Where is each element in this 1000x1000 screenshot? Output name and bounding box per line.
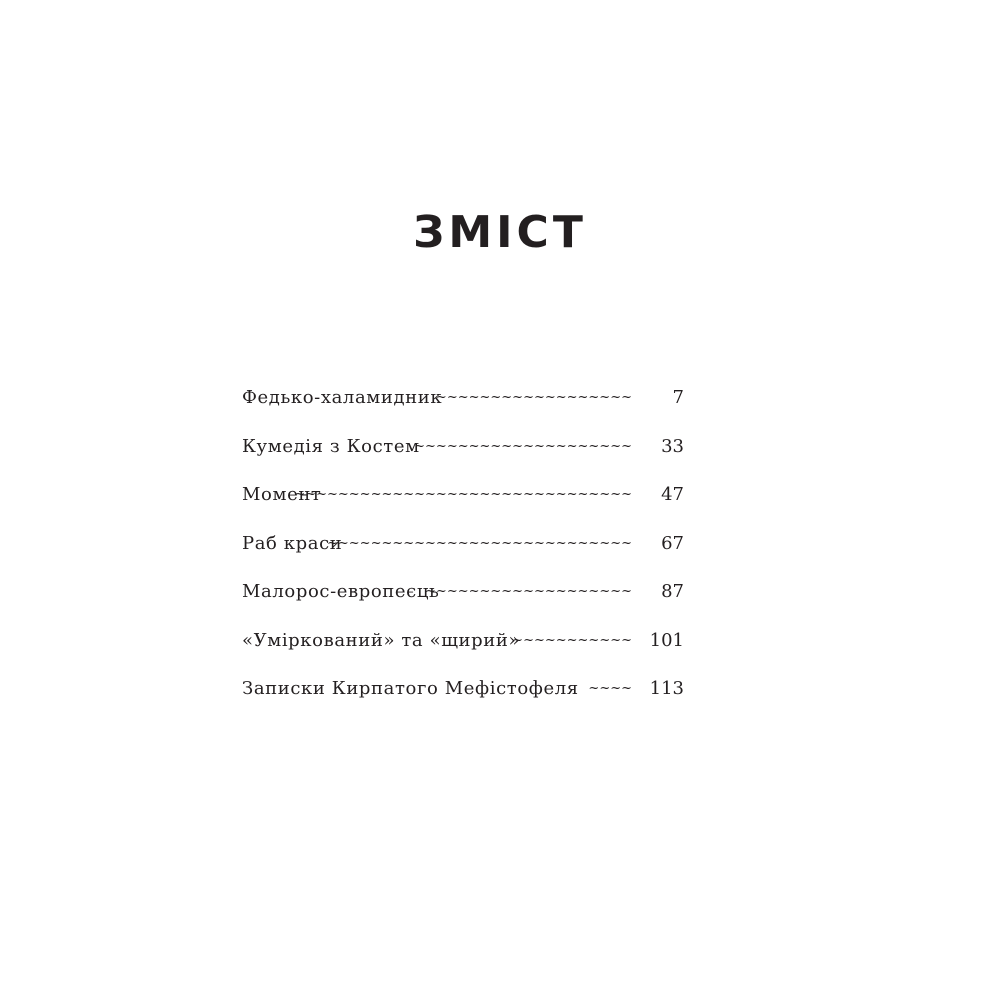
toc-entry[interactable] [242, 433, 684, 482]
toc-entry-leader: ~~~~~~~~~~~~~~~~~~~ [425, 584, 632, 599]
toc-entry-page: 101 [649, 629, 684, 651]
toc-entry-title: Момент [242, 484, 322, 505]
toc-entry-page: 113 [649, 678, 684, 699]
table-of-contents [242, 384, 684, 724]
toc-entry[interactable] [242, 530, 684, 579]
toc-entry[interactable] [242, 578, 684, 627]
toc-entry[interactable] [242, 481, 684, 530]
toc-entry-title: «Умірковaний» та «щирий» [242, 629, 521, 651]
toc-entry[interactable] [242, 627, 684, 676]
toc-entry-leader: ~~~~ [588, 681, 632, 696]
toc-entry-leader: ~~~~~~~~~~~~~~~~~~~~ [414, 438, 632, 454]
toc-entry[interactable] [242, 675, 684, 724]
toc-entry-page: 33 [661, 435, 684, 457]
toc-entry-page: 7 [672, 387, 684, 408]
toc-entry-page: 87 [661, 581, 684, 602]
toc-entry-title: Записки Кирпатого Мефістофеля [242, 678, 579, 699]
toc-entry-leader: ~~~~~~~~~~~ [512, 632, 632, 648]
toc-entry-title: Кумедія з Костем [242, 435, 420, 457]
toc-entry-title: Малорос-европеєць [242, 581, 440, 602]
toc-entry-page: 47 [661, 484, 684, 505]
toc-entry[interactable] [242, 384, 684, 433]
toc-entry-leader: ~~~~~~~~~~~~~~~~~~~~~~~~~~~~ [327, 535, 632, 551]
toc-entry-title: Федько-халамидник [242, 387, 443, 408]
toc-entry-page: 67 [661, 532, 684, 554]
toc-entry-leader: ~~~~~~~~~~~~~~~~~~~~~~~~~~~~~~~ [294, 487, 632, 502]
toc-entry-leader: ~~~~~~~~~~~~~~~~~~ [435, 390, 632, 405]
toc-entry-title: Раб краси [242, 532, 343, 554]
page-title: ЗМІСТ [413, 207, 587, 258]
